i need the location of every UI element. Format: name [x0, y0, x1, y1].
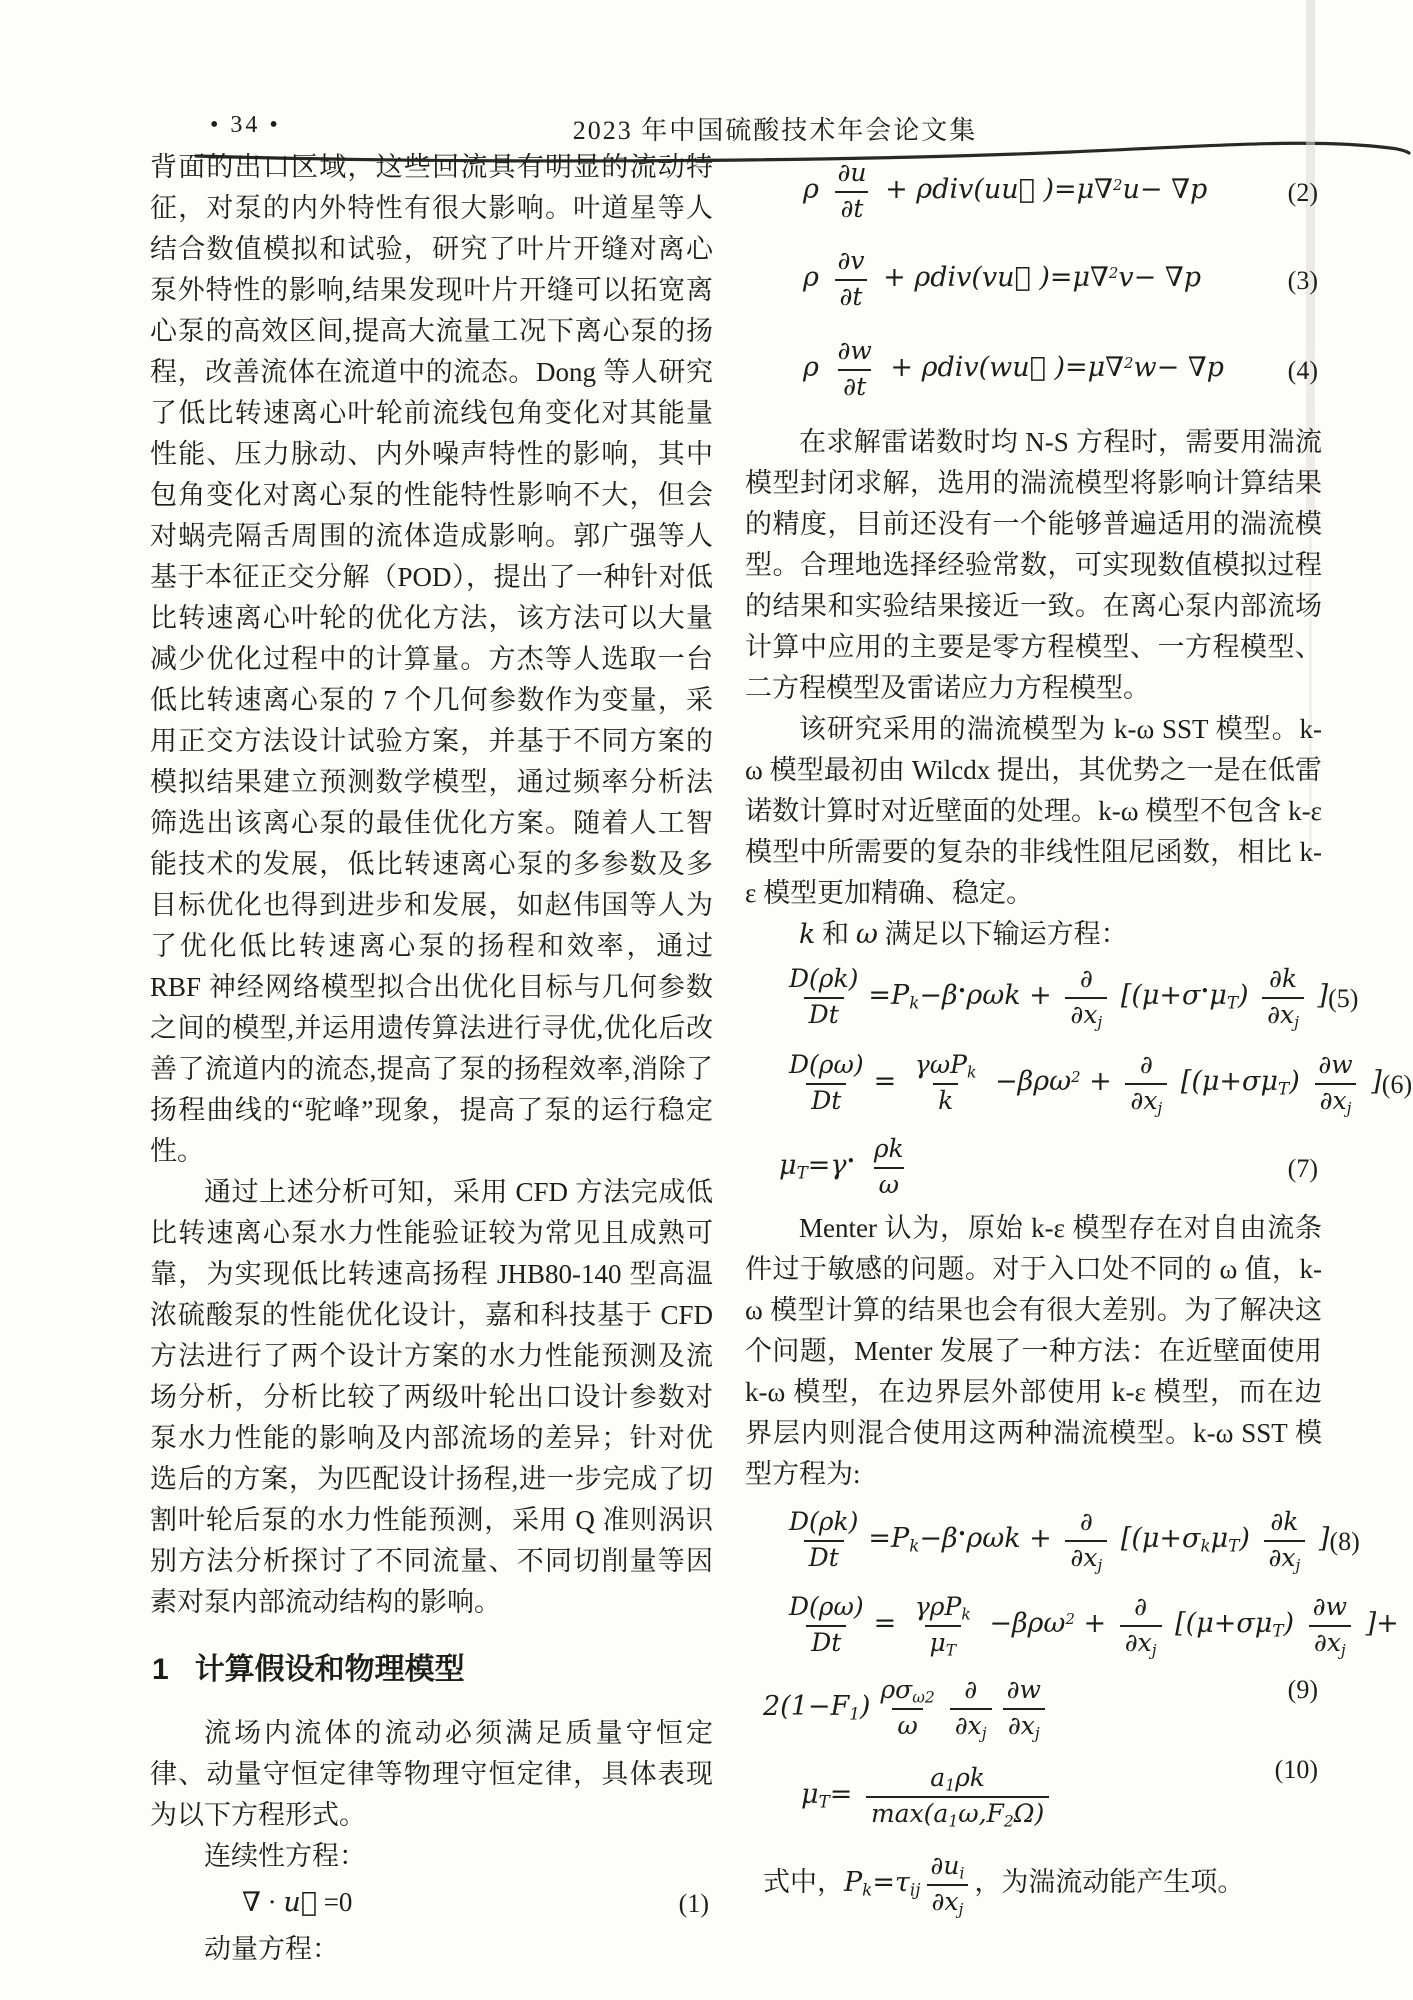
page-number: • 34 • [210, 112, 281, 138]
equation-10-formula: $\mu_T=$ $\frac{a_1\rho k}{\max(a_1\omega,F_2\Omega)}$ [801, 1762, 1054, 1832]
label-momentum-equation: 动量方程： [204, 1934, 339, 1964]
equation-10 [745, 1749, 1322, 1845]
equation-10-number: (10) [1274, 1755, 1318, 1784]
label-continuity-equation: 连续性方程： [204, 1841, 366, 1871]
paragraph-komega-sst: 该研究采用的湍流模型为 k-ω SST 模型。k-ω 模型最初由 Wilcdx 提出，其优势之一是在低雷诺数计算时对近壁面的处理。k-ω 模型不包含 k-ε 模型中所需要的复杂的非线性阻尼函数，相比 k-ε 模型更加精确、稳定。 [745, 714, 1322, 908]
paragraph-menter: Menter 认为，原始 k-ε 模型存在对自由流条件过于敏感的问题。对于入口处不同的 ω 值，k-ω 模型计算的结果也会有很大差别。为了解决这个问题，Menter 发展了一种方法：在近壁面使用 k-ω 模型，在边界层外部使用 k-ε 模型，而在边界层内则混合使用这两种湍流模型。k-ω SST 模型方程为: [745, 1213, 1322, 1489]
closing-definition-line [745, 1849, 1322, 1921]
equation-8-number: (8) [1329, 1526, 1360, 1556]
equation-2 [745, 148, 1322, 236]
equation-5 [745, 956, 1359, 1040]
equation-7 [745, 1128, 1322, 1208]
equation-3-formula: ρ $\frac{\partial v}{\partial t}$ + ρdiv(vu⃗ )=μ∇$^2$v− ∇p [803, 245, 1201, 315]
section-heading-1 [152, 1647, 713, 1693]
proceedings-title: 2023 年中国硫酸技术年会论文集 [572, 116, 978, 145]
equation-4-formula: ρ $\frac{\partial w}{\partial t}$ + ρdiv(wu⃗ )=μ∇$^2$w− ∇p [803, 335, 1224, 405]
equation-6-number: (6) [1381, 1069, 1413, 1099]
equation-9-line2 [745, 1669, 1322, 1749]
left-column [150, 147, 713, 1970]
equation-1 [150, 1877, 713, 1929]
equation-1-number: (1) [678, 1888, 709, 1918]
closing-definition-text: 式中，$P_k=\tau_{ij}$ $\frac{\partial u_i}{\partial x_j}$ ，为湍流动能产生项。 [763, 1851, 1245, 1919]
right-column [745, 148, 1413, 1921]
transport-equations-intro [745, 914, 1322, 956]
equation-3-number: (3) [1287, 265, 1318, 295]
equation-4 [745, 324, 1322, 416]
paragraph-intro-continued: 背面的出口区域，这些回流具有明显的流动特征，对泵的内外特性有很大影响。叶道星等人结合数值模拟和试验，研究了叶片开缝对离心泵外特性的影响,结果发现叶片开缝可以拓宽离心泵的高效区间,提高大流量工况下离心泵的扬程，改善流体在流道中的流态。Dong 等人研究了低比转速离心叶轮前流线包角变化对其能量性能、压力脉动、内外噪声特性的影响，其中包角变化对离心泵的性能特性影响不大，但会对蜗壳隔舌周围的流体造成影响。郭广强等人基于本征正交分解（POD），提出了一种针对低比转速离心叶轮的优化方法，该方法可以大量减少优化过程中的计算量。方杰等人选取一台低比转速离心泵的 7 个几何参数作为变量，采用正交方法设计试验方案，并基于不同方案的模拟结果建立预测数学模型，通过频率分析法筛选出该离心泵的最佳优化方案。随着人工智能技术的发展，低比转速离心泵的多参数及多目标优化也得到进步和发展，如赵伟国等人为了优化低比转速离心泵的扬程和效率，通过 RBF 神经网络模型拟合出优化目标与几何参数之间的模型,并运用遗传算法进行寻优,优化后改善了流道内的流态,提高了泵的扬程效率,消除了扬程曲线的“驼峰”现象，提高了泵的运行稳定性。 [150, 152, 713, 1166]
paragraph-cfd-summary: 通过上述分析可知，采用 CFD 方法完成低比转速离心泵水力性能验证较为常见且成熟可靠，为实现低比转速高扬程 JHB80-140 型高温浓硫酸泵的性能优化设计，嘉和科技基于 CFD 方法进行了两个设计方案的水力性能预测及流场分析，分析比较了两级叶轮出口设计参数对泵水力性能的影响及内部流场的差异；针对优选后的方案，为匹配设计扬程,进一步完成了切割叶轮后泵的水力性能预测，采用 Q 准则涡识别方法分析探讨了不同流量、不同切削量等因素对泵内部流动结构的影响。 [150, 1177, 713, 1617]
section-number: 1 [152, 1653, 169, 1686]
equation-9-number: (9) [1287, 1675, 1318, 1704]
equation-3 [745, 236, 1322, 324]
equation-5-formula: $\frac{D(\rho k)}{Dt}$ $=P_k-\beta^•\rho\omega k$ + $\frac{\partial}{\partial x_j}$ [$(\mu+\sigma^•\mu_T)$ $\frac{\partial k}{\partial x_j}$ ] [789, 964, 1329, 1032]
transport-intro-text: k 和 ω 满足以下输运方程： [799, 919, 1128, 951]
equation-7-number: (7) [1287, 1153, 1318, 1183]
paragraph-turbulence-models: 在求解雷诺数时均 N-S 方程时，需要用湍流模型封闭求解，选用的湍流模型将影响计算结果的精度，目前还没有一个能够普遍适用的湍流模型。合理地选择经验常数，可实现数值模拟过程的结果和实验结果接近一致。在离心泵内部流场计算中应用的主要是零方程模型、一方程模型、二方程模型及雷诺应力方程模型。 [745, 427, 1322, 703]
equation-9-line1 [745, 1583, 1399, 1669]
equation-6-formula: $\frac{D(\rho\omega)}{Dt}$ = $\frac{\gamma\omega P_k}{k}$ −βρω$^2$ + $\frac{\partial}{\partial x_j}$ [$(\mu+\sigma\mu_T)$ $\frac{\partial w}{\partial x_j}$ ] [789, 1050, 1382, 1118]
equation-9-line2-formula: $2(1-F_1)$ $\frac{\rho\sigma_{\omega 2}}{\omega}$ $\frac{\partial}{\partial x_j}$ $\frac{\partial w}{\partial x_j}$ [763, 1674, 1051, 1744]
equation-8 [745, 1499, 1360, 1583]
paragraph-conservation-laws: 流场内流体的流动必须满足质量守恒定律、动量守恒定律等物理守恒定律，具体表现为以下方程形式。 [150, 1718, 713, 1830]
equation-2-number: (2) [1287, 177, 1318, 207]
equation-7-formula: $\mu_T=\gamma^•$ $\frac{\rho k}{\omega}$ [779, 1133, 914, 1203]
equation-5-number: (5) [1328, 983, 1359, 1013]
section-title: 计算假设和物理模型 [194, 1653, 465, 1686]
equation-2-formula: ρ $\frac{\partial u}{\partial t}$ + ρdiv(uu⃗ )=μ∇$^2$u− ∇p [803, 157, 1207, 227]
equation-8-formula: $\frac{D(\rho k)}{Dt}$ $=P_k-\beta^•\rho\omega k$ + $\frac{\partial}{\partial x_j}$ [$(\mu+\sigma_k\mu_T)$ $\frac{\partial k}{\partial x_j}$ ] [789, 1507, 1330, 1575]
equation-1-formula: ∇ · u⃗ =0 [242, 1887, 353, 1919]
equation-9-line1-formula: $\frac{D(\rho\omega)}{Dt}$ = $\frac{\gamma\rho P_k}{\mu_T}$ −βρω$^2$ + $\frac{\partial}{\partial x_j}$ [$(\mu+\sigma\mu_T)$ $\frac{\partial w}{\partial x_j}$ ]+ [789, 1592, 1399, 1660]
equation-6 [745, 1040, 1413, 1128]
equation-4-number: (4) [1287, 355, 1318, 385]
